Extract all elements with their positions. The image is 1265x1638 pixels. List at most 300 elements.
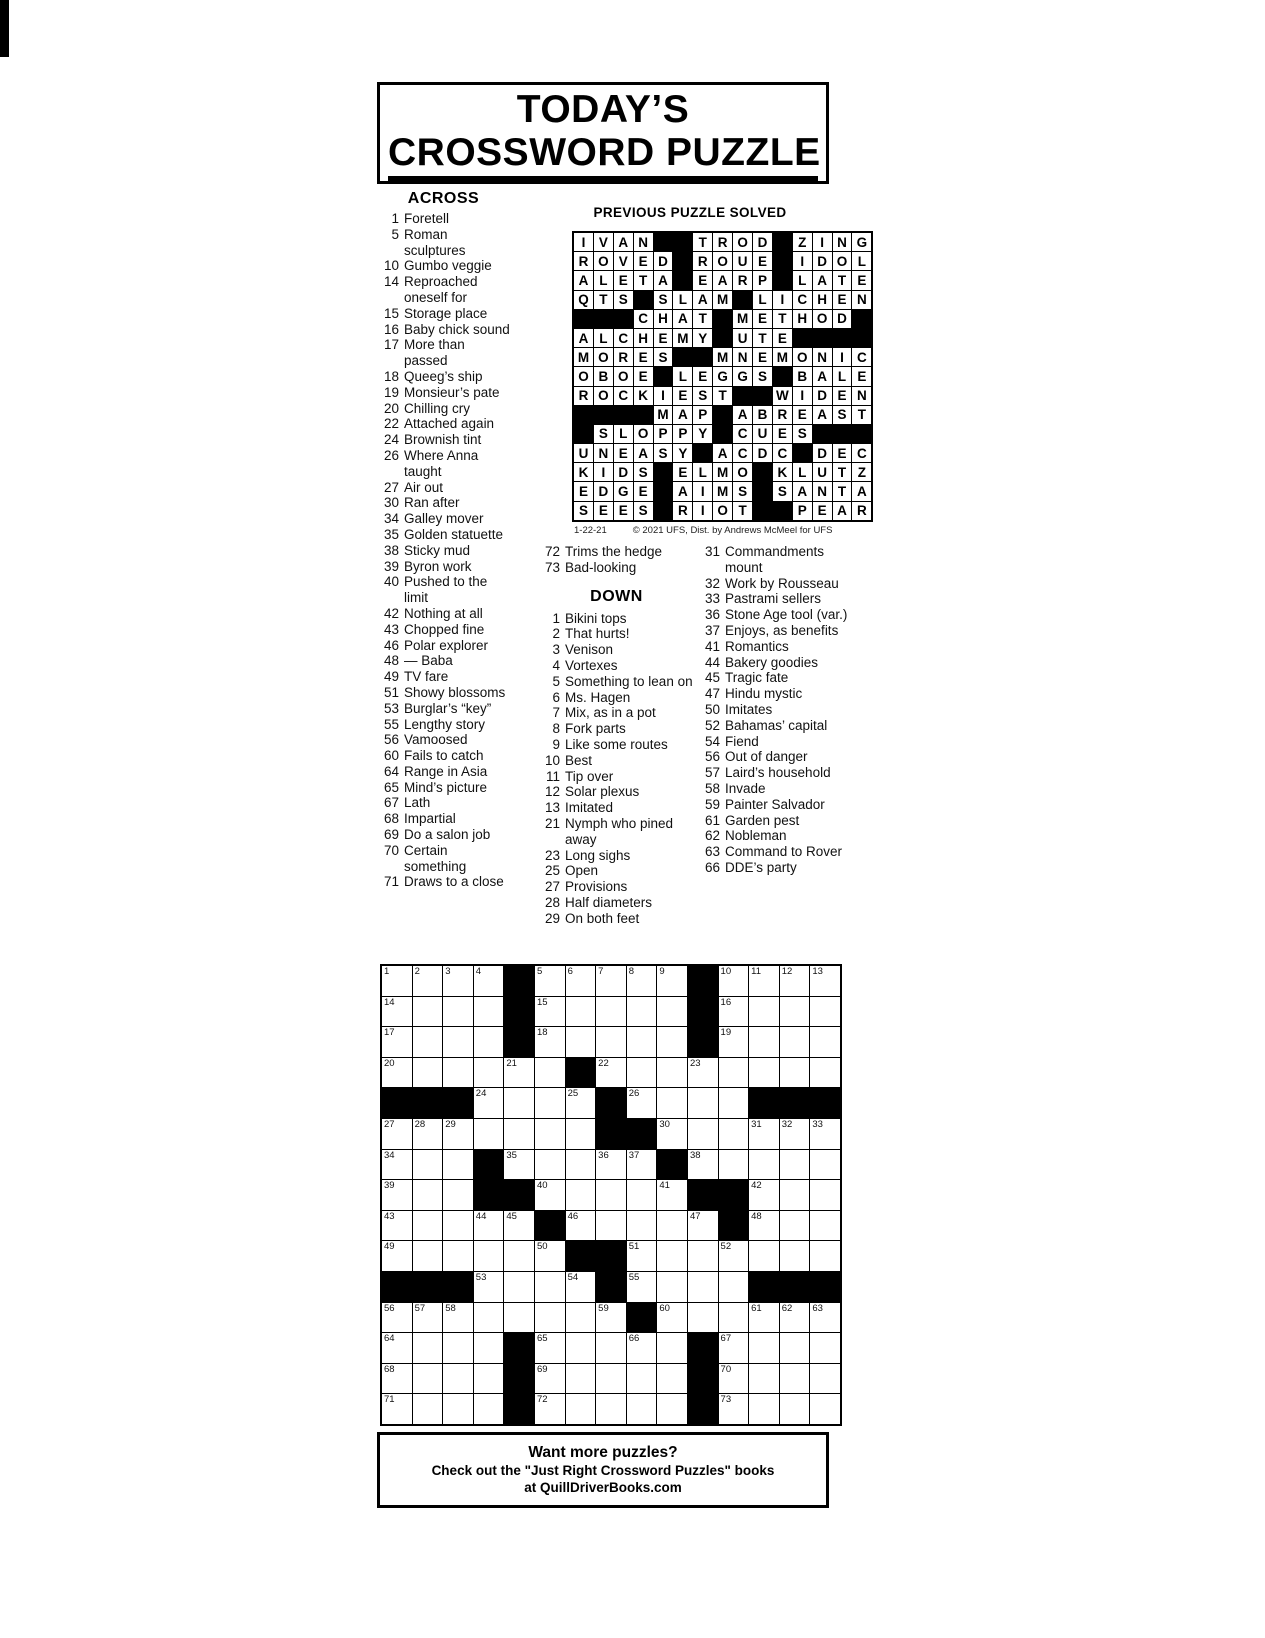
- clue: [538, 879, 695, 895]
- black-cell: [852, 329, 871, 347]
- clue-text: Reproached oneself for: [404, 274, 478, 305]
- grid-cell[interactable]: [810, 1394, 840, 1424]
- grid-cell[interactable]: [504, 1241, 534, 1271]
- clue-number: 45: [704, 670, 720, 686]
- grid-cell[interactable]: [657, 1272, 687, 1302]
- grid-cell[interactable]: [719, 1272, 749, 1302]
- grid-cell[interactable]: [535, 1394, 565, 1424]
- grid-cell: E: [614, 502, 633, 520]
- grid-cell[interactable]: [566, 1027, 596, 1057]
- grid-cell: O: [793, 348, 812, 366]
- grid-cell: R: [614, 348, 633, 366]
- grid-cell[interactable]: [810, 1027, 840, 1057]
- grid-cell: S: [594, 425, 613, 443]
- grid-cell[interactable]: [688, 1211, 718, 1241]
- grid-cell[interactable]: [382, 1180, 412, 1210]
- clue-text: Pushed to the limit: [404, 574, 488, 606]
- grid-cell[interactable]: [719, 1364, 749, 1394]
- grid-cell[interactable]: [382, 997, 412, 1027]
- grid-cell[interactable]: [596, 1027, 626, 1057]
- down-clue-list-second: [698, 544, 848, 876]
- black-cell: [504, 1027, 534, 1057]
- grid-cell[interactable]: [443, 1027, 473, 1057]
- grid-cell[interactable]: [719, 966, 749, 996]
- clue: [698, 607, 848, 623]
- grid-cell[interactable]: [382, 1150, 412, 1180]
- grid-cell: V: [594, 233, 613, 251]
- grid-cell[interactable]: [810, 1364, 840, 1394]
- grid-cell[interactable]: [382, 1241, 412, 1271]
- black-cell: [688, 1333, 718, 1363]
- grid-cell[interactable]: [596, 1058, 626, 1088]
- grid-cell[interactable]: [749, 1394, 779, 1424]
- grid-cell[interactable]: [657, 1211, 687, 1241]
- grid-cell[interactable]: [627, 1241, 657, 1271]
- title-line1: TODAY’S: [516, 88, 690, 131]
- black-cell: [504, 1333, 534, 1363]
- clue: [377, 606, 510, 622]
- clue-number: 67: [383, 795, 399, 811]
- grid-cell[interactable]: [596, 1394, 626, 1424]
- grid-cell[interactable]: [474, 1303, 504, 1333]
- grid-cell[interactable]: [810, 1241, 840, 1271]
- grid-cell[interactable]: [535, 966, 565, 996]
- grid-cell[interactable]: [688, 1119, 718, 1149]
- black-cell: [713, 425, 732, 443]
- grid-cell[interactable]: [474, 1272, 504, 1302]
- grid-cell: R: [673, 502, 692, 520]
- grid-cell[interactable]: [566, 1333, 596, 1363]
- grid-cell[interactable]: [382, 1303, 412, 1333]
- grid-cell[interactable]: [413, 1394, 443, 1424]
- grid-cell[interactable]: [627, 1058, 657, 1088]
- grid-cell: N: [813, 482, 832, 500]
- grid-cell[interactable]: [382, 1394, 412, 1424]
- grid-cell[interactable]: [780, 966, 810, 996]
- grid-cell[interactable]: [719, 1150, 749, 1180]
- grid-cell[interactable]: [810, 1119, 840, 1149]
- grid-cell[interactable]: [382, 966, 412, 996]
- grid-cell[interactable]: [749, 1211, 779, 1241]
- grid-cell[interactable]: [719, 1058, 749, 1088]
- grid-cell[interactable]: [719, 1088, 749, 1118]
- grid-cell[interactable]: [688, 1272, 718, 1302]
- grid-cell[interactable]: [719, 1241, 749, 1271]
- black-cell: [594, 310, 613, 328]
- grid-cell[interactable]: [504, 1058, 534, 1088]
- grid-cell[interactable]: [657, 966, 687, 996]
- grid-cell[interactable]: [382, 1027, 412, 1057]
- grid-cell[interactable]: [566, 1119, 596, 1149]
- cell-number: 31: [751, 1118, 762, 1130]
- grid-cell[interactable]: [566, 1211, 596, 1241]
- grid-cell[interactable]: [535, 1333, 565, 1363]
- grid-cell[interactable]: [810, 1333, 840, 1363]
- grid-cell[interactable]: [413, 1364, 443, 1394]
- black-cell: [504, 1364, 534, 1394]
- grid-cell[interactable]: [413, 997, 443, 1027]
- clue: [538, 721, 695, 737]
- grid-cell[interactable]: [780, 1333, 810, 1363]
- grid-cell[interactable]: [780, 1364, 810, 1394]
- grid-cell: A: [852, 482, 871, 500]
- grid-cell: Z: [852, 463, 871, 481]
- cell-number: 61: [751, 1302, 762, 1314]
- grid-cell[interactable]: [443, 1303, 473, 1333]
- grid-cell[interactable]: [810, 1058, 840, 1088]
- black-cell: [474, 1180, 504, 1210]
- grid-cell[interactable]: [535, 1272, 565, 1302]
- grid-cell[interactable]: [688, 1088, 718, 1118]
- grid-cell[interactable]: [810, 1150, 840, 1180]
- grid-cell[interactable]: [535, 1027, 565, 1057]
- grid-cell[interactable]: [627, 1150, 657, 1180]
- grid-cell[interactable]: [474, 1058, 504, 1088]
- grid-cell[interactable]: [627, 1333, 657, 1363]
- grid-cell: B: [594, 367, 613, 385]
- grid-cell: L: [852, 252, 871, 270]
- grid-cell[interactable]: [596, 1211, 626, 1241]
- grid-cell: S: [753, 367, 772, 385]
- grid-cell: M: [733, 310, 752, 328]
- grid-cell[interactable]: [627, 997, 657, 1027]
- grid-cell[interactable]: [413, 1303, 443, 1333]
- grid-cell[interactable]: [810, 997, 840, 1027]
- clue: [377, 432, 510, 448]
- grid-cell[interactable]: [413, 1027, 443, 1057]
- grid-cell[interactable]: [382, 1333, 412, 1363]
- grid-cell: K: [574, 463, 593, 481]
- grid-cell[interactable]: [688, 1303, 718, 1333]
- grid-cell[interactable]: [719, 1119, 749, 1149]
- grid-cell[interactable]: [657, 1303, 687, 1333]
- grid-cell[interactable]: [535, 1150, 565, 1180]
- clue-number: 29: [544, 910, 560, 926]
- grid-cell[interactable]: [474, 1211, 504, 1241]
- grid-cell[interactable]: [719, 1333, 749, 1363]
- grid-cell[interactable]: [780, 1180, 810, 1210]
- grid-cell[interactable]: [749, 1027, 779, 1057]
- black-cell: [749, 1272, 779, 1302]
- clue-number: 72: [544, 544, 560, 559]
- clue: [538, 544, 695, 560]
- grid-cell[interactable]: [504, 1088, 534, 1118]
- grid-cell[interactable]: [535, 1241, 565, 1271]
- clue: [698, 544, 848, 576]
- grid-cell[interactable]: [749, 1364, 779, 1394]
- grid-cell[interactable]: [413, 1119, 443, 1149]
- grid-cell[interactable]: [443, 997, 473, 1027]
- cell-number: 63: [812, 1302, 823, 1314]
- grid-cell[interactable]: [749, 966, 779, 996]
- clue: [538, 737, 695, 753]
- grid-cell[interactable]: [566, 1364, 596, 1394]
- black-cell: [813, 329, 832, 347]
- grid-cell[interactable]: [566, 1394, 596, 1424]
- grid-cell[interactable]: [657, 1241, 687, 1271]
- clue: [538, 753, 695, 769]
- grid-cell[interactable]: [596, 1180, 626, 1210]
- grid-cell[interactable]: [657, 997, 687, 1027]
- grid-cell: I: [793, 252, 812, 270]
- clue-number: 11: [545, 768, 560, 784]
- grid-cell[interactable]: [566, 1180, 596, 1210]
- grid-cell: Y: [693, 425, 712, 443]
- grid-cell[interactable]: [749, 1303, 779, 1333]
- grid-cell[interactable]: [566, 1088, 596, 1118]
- grid-cell[interactable]: [535, 1303, 565, 1333]
- clue-number: 10: [544, 752, 560, 768]
- clue: [698, 860, 848, 876]
- grid-cell[interactable]: [566, 966, 596, 996]
- grid-cell[interactable]: [596, 1333, 626, 1363]
- black-cell: [852, 425, 871, 443]
- title-underline: [388, 88, 821, 181]
- clue: [377, 701, 510, 717]
- grid-cell[interactable]: [810, 1180, 840, 1210]
- grid-cell[interactable]: [627, 1211, 657, 1241]
- grid-cell[interactable]: [413, 1150, 443, 1180]
- clue-text: Imitated: [565, 800, 614, 816]
- grid-cell[interactable]: [749, 1058, 779, 1088]
- grid-cell: E: [634, 367, 653, 385]
- grid-cell[interactable]: [443, 1241, 473, 1271]
- grid-cell[interactable]: [749, 1150, 779, 1180]
- clue-number: 42: [383, 605, 399, 621]
- grid-cell[interactable]: [810, 1211, 840, 1241]
- cell-number: 62: [781, 1302, 793, 1314]
- across-clue-list-tail: [538, 544, 695, 576]
- black-cell: [833, 425, 852, 443]
- clue-text: DDE’s party: [725, 859, 797, 875]
- black-cell: [634, 291, 653, 309]
- grid-cell[interactable]: [566, 1303, 596, 1333]
- grid-cell: O: [713, 252, 732, 270]
- grid-cell[interactable]: [474, 1241, 504, 1271]
- grid-cell[interactable]: [474, 1088, 504, 1118]
- grid-cell[interactable]: [413, 966, 443, 996]
- grid-cell[interactable]: [657, 1180, 687, 1210]
- grid-cell[interactable]: [382, 1211, 412, 1241]
- grid-cell[interactable]: [627, 1272, 657, 1302]
- grid-cell[interactable]: [504, 1211, 534, 1241]
- cell-number: 54: [567, 1271, 579, 1283]
- grid-cell[interactable]: [596, 1303, 626, 1333]
- clue: [377, 717, 510, 733]
- grid-cell: R: [733, 271, 752, 289]
- grid-cell[interactable]: [443, 1364, 473, 1394]
- grid-cell: O: [594, 252, 613, 270]
- clue-text: Draws to a close: [404, 874, 504, 890]
- grid-cell[interactable]: [627, 1027, 657, 1057]
- grid-cell[interactable]: [443, 966, 473, 996]
- grid-cell[interactable]: [535, 1058, 565, 1088]
- black-cell: [596, 1241, 626, 1271]
- cell-number: 29: [445, 1118, 456, 1130]
- grid-cell[interactable]: [596, 997, 626, 1027]
- grid-cell[interactable]: [780, 1150, 810, 1180]
- grid-cell[interactable]: [535, 997, 565, 1027]
- cell-number: 65: [536, 1333, 548, 1345]
- clue-number: 68: [383, 811, 399, 827]
- clue-number: 12: [544, 784, 560, 800]
- grid-cell[interactable]: [780, 1303, 810, 1333]
- grid-cell[interactable]: [688, 1241, 718, 1271]
- grid-cell[interactable]: [443, 1058, 473, 1088]
- clue-number: 4: [552, 657, 560, 673]
- grid-cell[interactable]: [719, 1394, 749, 1424]
- grid-cell[interactable]: [627, 1180, 657, 1210]
- cell-number: 24: [475, 1088, 487, 1100]
- grid-cell[interactable]: [504, 1119, 534, 1149]
- grid-cell[interactable]: [535, 1180, 565, 1210]
- grid-cell[interactable]: [596, 1364, 626, 1394]
- grid-cell[interactable]: [535, 1088, 565, 1118]
- grid-cell[interactable]: [504, 1150, 534, 1180]
- grid-cell[interactable]: [749, 1180, 779, 1210]
- black-cell: [504, 1180, 534, 1210]
- grid-cell[interactable]: [504, 1272, 534, 1302]
- grid-cell[interactable]: [657, 1394, 687, 1424]
- grid-cell: O: [733, 463, 752, 481]
- grid-cell[interactable]: [657, 1119, 687, 1149]
- grid-cell[interactable]: [780, 1211, 810, 1241]
- grid-cell[interactable]: [566, 1272, 596, 1302]
- grid-cell[interactable]: [443, 1211, 473, 1241]
- grid-cell[interactable]: [596, 1150, 626, 1180]
- clue-number: 62: [704, 828, 720, 844]
- grid-cell: E: [833, 444, 852, 462]
- grid-cell[interactable]: [627, 1088, 657, 1118]
- clue-text: Golden statuette: [404, 526, 504, 542]
- grid-cell[interactable]: [504, 1303, 534, 1333]
- grid-cell[interactable]: [749, 1333, 779, 1363]
- grid-cell[interactable]: [780, 1241, 810, 1271]
- grid-cell[interactable]: [474, 1394, 504, 1424]
- grid-cell[interactable]: [474, 1119, 504, 1149]
- grid-cell[interactable]: [719, 997, 749, 1027]
- clue: [377, 495, 510, 511]
- grid-cell[interactable]: [382, 1364, 412, 1394]
- grid-cell[interactable]: [627, 1364, 657, 1394]
- grid-cell[interactable]: [780, 1058, 810, 1088]
- grid-cell[interactable]: [810, 966, 840, 996]
- grid-cell[interactable]: [627, 1394, 657, 1424]
- grid-cell[interactable]: [749, 1241, 779, 1271]
- grid-cell[interactable]: [566, 1150, 596, 1180]
- grid-cell[interactable]: [780, 1394, 810, 1424]
- cell-number: 53: [475, 1271, 487, 1283]
- clue-text: Nothing at all: [404, 605, 483, 621]
- black-cell: [688, 966, 718, 996]
- clue: [698, 828, 848, 844]
- clue: [377, 559, 510, 575]
- grid-cell[interactable]: [780, 997, 810, 1027]
- clue-text: Baby chick sound: [404, 321, 510, 337]
- clue: [377, 795, 510, 811]
- clue-text: Tip over: [565, 768, 614, 784]
- grid-cell[interactable]: [413, 1211, 443, 1241]
- clue-number: 47: [704, 686, 720, 702]
- black-cell: [634, 406, 653, 424]
- cell-number: 55: [628, 1271, 640, 1283]
- grid-cell[interactable]: [566, 997, 596, 1027]
- grid-cell[interactable]: [413, 1333, 443, 1363]
- grid-cell[interactable]: [474, 1364, 504, 1394]
- grid-cell[interactable]: [413, 1241, 443, 1271]
- grid-cell[interactable]: [780, 1119, 810, 1149]
- clue-text: Burglar’s “key”: [404, 700, 492, 716]
- grid-cell[interactable]: [596, 966, 626, 996]
- black-cell: [504, 966, 534, 996]
- clue-number: 8: [552, 721, 560, 737]
- grid-cell[interactable]: [657, 1088, 687, 1118]
- grid-cell[interactable]: [474, 1027, 504, 1057]
- grid-cell[interactable]: [657, 1364, 687, 1394]
- grid-cell[interactable]: [443, 1333, 473, 1363]
- grid-cell[interactable]: [413, 1058, 443, 1088]
- black-cell: [813, 425, 832, 443]
- cell-number: 64: [384, 1333, 395, 1345]
- grid-cell[interactable]: [413, 1180, 443, 1210]
- clue-number: 60: [383, 748, 399, 764]
- grid-cell[interactable]: [657, 1333, 687, 1363]
- grid-cell: L: [673, 367, 692, 385]
- black-cell: [614, 310, 633, 328]
- cell-number: 30: [659, 1118, 670, 1130]
- grid-cell[interactable]: [719, 1303, 749, 1333]
- grid-cell: G: [852, 233, 871, 251]
- clue-text: Nymph who pined away: [565, 815, 674, 847]
- grid-cell: Q: [574, 291, 593, 309]
- grid-cell[interactable]: [382, 1058, 412, 1088]
- clue-text: — Baba: [404, 653, 453, 669]
- clue-number: 69: [383, 827, 399, 843]
- clue-text: Commandments mount: [725, 544, 825, 575]
- grid-cell[interactable]: [657, 1058, 687, 1088]
- grid-cell[interactable]: [474, 966, 504, 996]
- black-cell: [688, 1364, 718, 1394]
- grid-cell[interactable]: [443, 1180, 473, 1210]
- grid-cell[interactable]: [443, 1394, 473, 1424]
- grid-cell[interactable]: [780, 1027, 810, 1057]
- grid-cell: E: [753, 310, 772, 328]
- grid-cell[interactable]: [535, 1119, 565, 1149]
- footer-line2: Check out the "Just Right Crossword Puzzles" books: [431, 1463, 775, 1478]
- grid-cell[interactable]: [749, 997, 779, 1027]
- grid-cell[interactable]: [657, 1027, 687, 1057]
- grid-cell[interactable]: [810, 1303, 840, 1333]
- clue: [377, 685, 510, 701]
- black-cell: [753, 482, 772, 500]
- grid-cell[interactable]: [719, 1027, 749, 1057]
- grid-cell[interactable]: [749, 1119, 779, 1149]
- clue-number: 13: [544, 800, 560, 816]
- black-cell: [773, 252, 792, 270]
- grid-cell[interactable]: [474, 1333, 504, 1363]
- grid-cell[interactable]: [535, 1364, 565, 1394]
- grid-cell[interactable]: [688, 1150, 718, 1180]
- grid-cell[interactable]: [688, 1058, 718, 1088]
- grid-cell[interactable]: [474, 997, 504, 1027]
- grid-cell[interactable]: [627, 966, 657, 996]
- clue: [377, 574, 510, 606]
- grid-cell[interactable]: [443, 1119, 473, 1149]
- grid-cell[interactable]: [443, 1150, 473, 1180]
- grid-cell: T: [833, 463, 852, 481]
- grid-cell[interactable]: [382, 1119, 412, 1149]
- grid-cell: T: [693, 233, 712, 251]
